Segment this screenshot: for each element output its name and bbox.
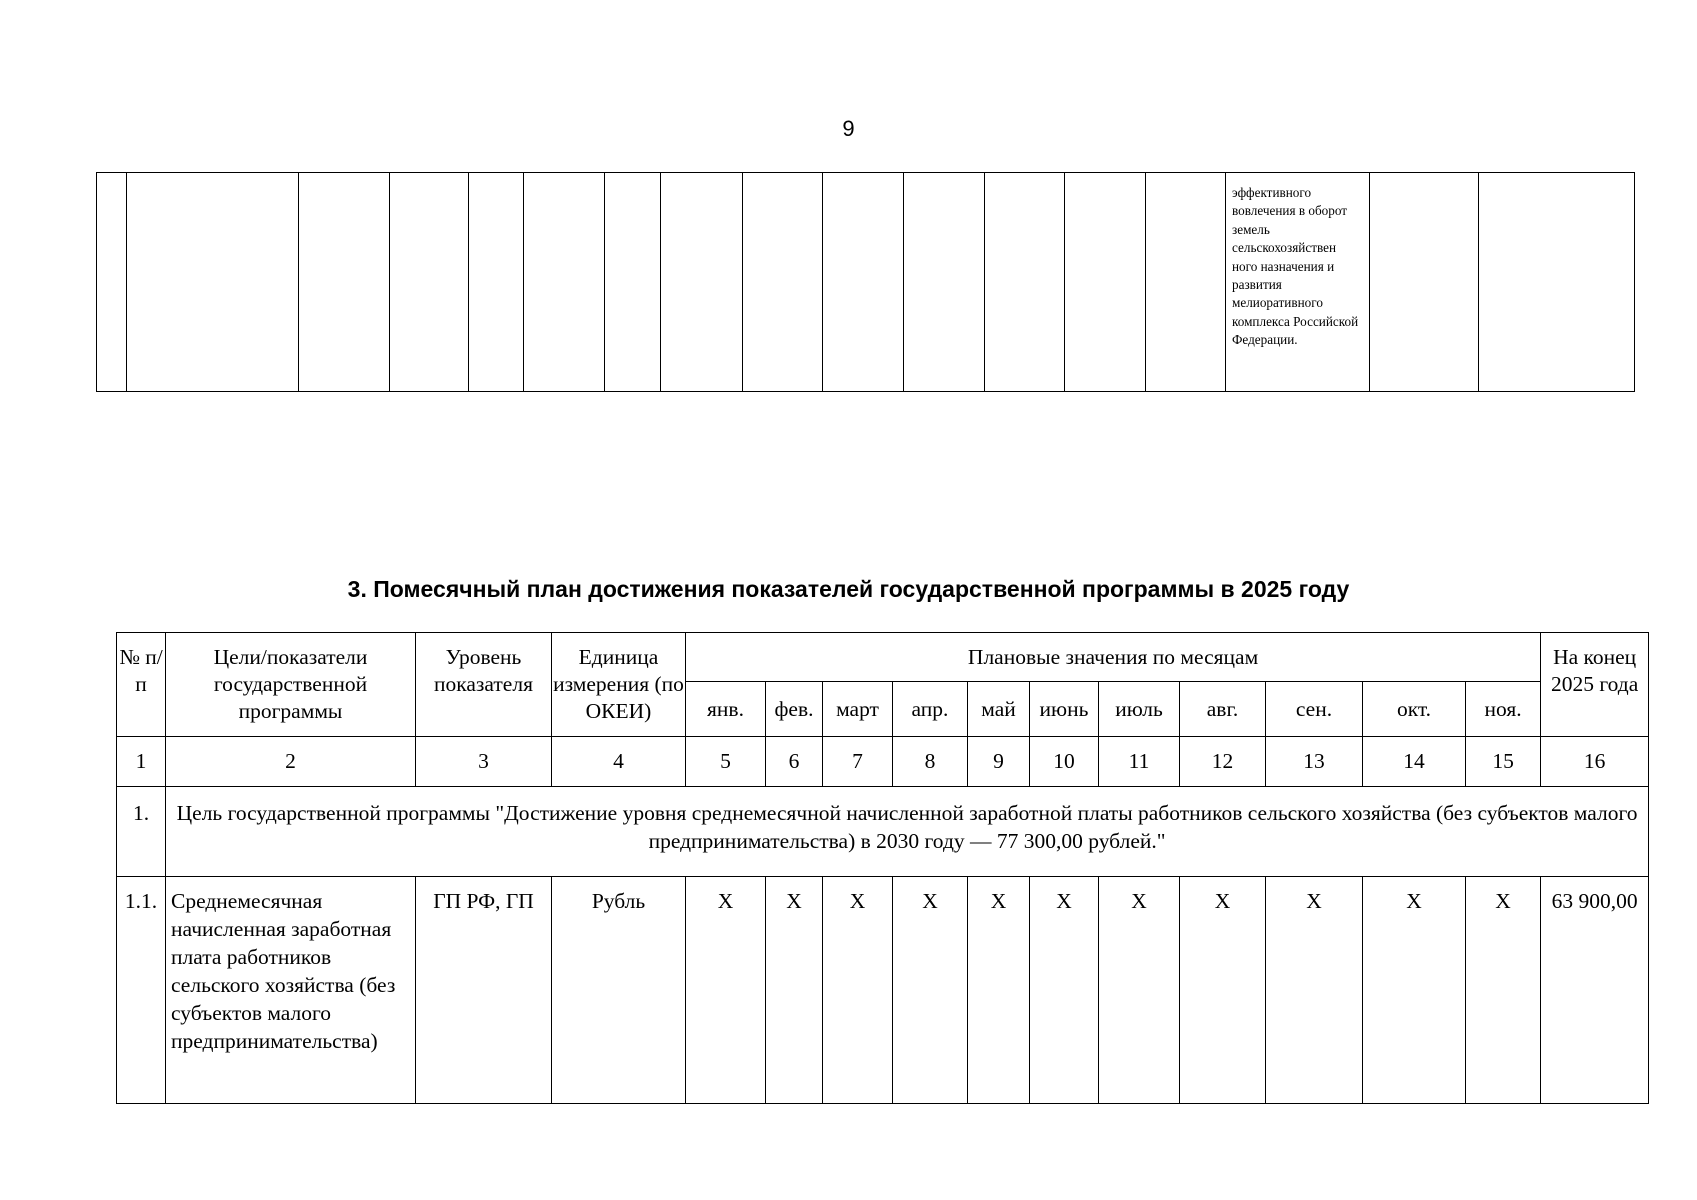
month-header: ноя. [1466,682,1541,737]
header-num: № п/п [117,633,166,737]
monthly-value: X [1363,877,1466,1104]
month-header: июнь [1030,682,1099,737]
cont-cell [299,173,390,392]
month-header: авг. [1180,682,1266,737]
header-unit: Единица измерения (по ОКЕИ) [552,633,686,737]
year-end-value: 63 900,00 [1541,877,1649,1104]
column-number: 6 [766,737,823,787]
column-number: 7 [823,737,893,787]
month-header: апр. [893,682,968,737]
cont-cell [661,173,743,392]
monthly-value: X [1466,877,1541,1104]
month-header: июль [1099,682,1180,737]
column-number: 10 [1030,737,1099,787]
continuation-row [97,173,1635,392]
month-header: фев. [766,682,823,737]
column-number: 2 [166,737,416,787]
column-number: 11 [1099,737,1180,787]
month-header: май [968,682,1030,737]
page-number: 9 [842,116,855,141]
indicator-row [117,877,1649,1104]
header-level: Уровень показателя [416,633,552,737]
cont-cell [743,173,823,392]
monthly-value: X [823,877,893,1104]
month-header: сен. [1266,682,1363,737]
cont-cell [390,173,469,392]
header-row [117,633,1649,682]
column-number: 9 [968,737,1030,787]
cont-cell [605,173,661,392]
monthly-value: X [1180,877,1266,1104]
column-number: 3 [416,737,552,787]
header-goals: Цели/показатели государственной программы [166,633,416,737]
column-number: 15 [1466,737,1541,787]
column-number: 8 [893,737,968,787]
column-number: 13 [1266,737,1363,787]
column-number: 14 [1363,737,1466,787]
cont-cell [1479,173,1635,392]
cont-cell [1065,173,1146,392]
monthly-value: X [1099,877,1180,1104]
header-monthly: Плановые значения по месяцам [686,633,1541,682]
goal-row [117,787,1649,877]
month-header: март [823,682,893,737]
cont-cell [127,173,299,392]
monthly-plan-table [116,632,1649,1104]
continuation-text: эффективного вовлечения в оборот земель сельскохозяйствен ного назначения и развития мелиоративного комплекса Российской Федерации. [1226,173,1370,392]
cont-cell [469,173,524,392]
column-number: 1 [117,737,166,787]
month-header: янв. [686,682,766,737]
monthly-value: X [766,877,823,1104]
cont-cell [823,173,904,392]
cont-cell [985,173,1065,392]
continuation-table [96,172,1635,392]
goal-num: 1. [117,787,166,877]
monthly-value: X [893,877,968,1104]
monthly-value: X [1030,877,1099,1104]
monthly-value: X [686,877,766,1104]
indicator-num: 1.1. [117,877,166,1104]
cont-cell [1146,173,1226,392]
column-number: 5 [686,737,766,787]
header-year-end: На конец 2025 года [1541,633,1649,737]
cont-cell [904,173,985,392]
indicator-name: Среднемесячная начисленная заработная плата работников сельского хозяйства (без субъектов малого предпринимательства) [166,877,416,1104]
cont-cell [97,173,127,392]
indicator-unit: Рубль [552,877,686,1104]
cont-cell [524,173,605,392]
monthly-value: X [968,877,1030,1104]
indicator-level: ГП РФ, ГП [416,877,552,1104]
column-number-row [117,737,1649,787]
month-header: окт. [1363,682,1466,737]
monthly-value: X [1266,877,1363,1104]
goal-text: Цель государственной программы "Достижение уровня среднемесячной начисленной заработной платы работников сельского хозяйства (без субъектов малого предпринимательства) в 2030 году — 77 300,00 рублей." [166,787,1649,877]
column-number: 4 [552,737,686,787]
column-number: 12 [1180,737,1266,787]
cont-cell [1370,173,1479,392]
column-number: 16 [1541,737,1649,787]
section-title: 3. Помесячный план достижения показателей государственной программы в 2025 году [347,576,1350,602]
